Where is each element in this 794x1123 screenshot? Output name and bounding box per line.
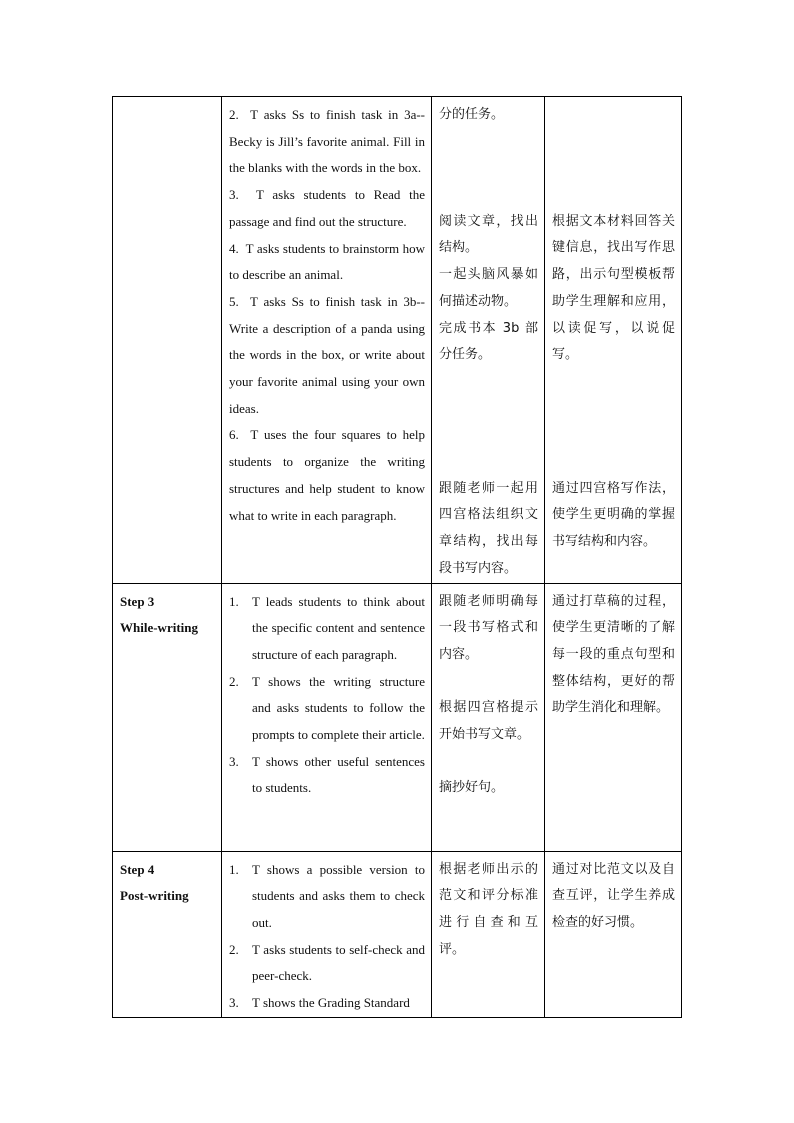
teacher-activity-item: 3. T shows other useful sentences to students. [229, 753, 425, 796]
step-number: Step 4 [120, 861, 155, 877]
table-row [113, 583, 682, 851]
purpose-text: 通过打草稿的过程，使学生更清晰的了解每一段的重点句型和整体结构，更好的帮助学生消化和理解。 [552, 593, 675, 716]
teacher-activity-item: 1. T leads students to think about the specific content and sentence structure of each paragraph. [229, 593, 425, 662]
teacher-activity-item: 6. T uses the four squares to help students to organize the writing structures and help student to know what to write in each paragraph. [229, 427, 425, 523]
teacher-activity-item: 3. T asks students to Read the passage and find out the structure. [229, 187, 425, 229]
student-activities-cell [432, 851, 545, 1017]
teacher-activity-item: 2. T asks students to self-check and peer-check. [229, 941, 425, 984]
teacher-activity-item: 5. T asks Ss to finish task in 3b--Write a description of a panda using the words in the box, or write about your favorite animal using your own ideas. [229, 293, 425, 416]
student-activities-cell [432, 97, 545, 584]
step-cell [113, 97, 222, 584]
teacher-activities-cell [222, 97, 432, 584]
purpose-cell [545, 851, 682, 1017]
student-activity-text: 完成书本 3b 部分任务。 [439, 320, 538, 363]
student-activity-text: 分的任务。 [439, 107, 505, 122]
teacher-activity-item: 1. T shows a possible version to students and asks them to check out. [229, 861, 425, 930]
table-row [113, 851, 682, 1017]
purpose-text: 通过对比范文以及自查互评，让学生养成检查的好习惯。 [552, 861, 675, 930]
purpose-cell [545, 583, 682, 851]
purpose-cell [545, 97, 682, 584]
step-cell [113, 583, 222, 851]
student-activity-text: 阅读文章，找出结构。 [439, 213, 538, 256]
teacher-activity-item: 3. T shows the Grading Standard [229, 995, 410, 1011]
student-activity-text: 根据老师出示的范文和评分标准进行自查和互评。 [439, 861, 538, 957]
purpose-text: 根据文本材料回答关键信息，找出写作思路，出示句型模板帮助学生理解和应用，以读促写，以说促写。 [552, 213, 675, 363]
step-title: Post-writing [120, 888, 189, 904]
step-number: Step 3 [120, 593, 155, 609]
teacher-activity-item: 2. T shows the writing structure and asks students to follow the prompts to complete their article. [229, 673, 425, 743]
student-activity-text: 一起头脑风暴如何描述动物。 [439, 267, 538, 309]
purpose-text: 通过四宫格写作法，使学生更明确的掌握书写结构和内容。 [552, 480, 675, 550]
step-title: While-writing [120, 620, 198, 636]
teacher-activities-cell [222, 583, 432, 851]
teacher-activity-item: 4. T asks students to brainstorm how to describe an animal. [229, 240, 426, 283]
teacher-activities-cell [222, 851, 432, 1017]
table-row [113, 97, 682, 584]
student-activities-cell [432, 583, 545, 851]
student-activity-text: 跟随老师明确每一段书写格式和内容。 [439, 593, 538, 662]
student-activity-text: 根据四宫格提示开始书写文章。 [439, 700, 538, 743]
student-activity-text: 摘抄好句。 [439, 780, 505, 796]
lesson-plan-table [112, 96, 682, 1018]
teacher-activity-item: 2. T asks Ss to finish task in 3a--Becky is Jill’s favorite animal. Fill in the blanks with the words in the box. [229, 107, 426, 176]
student-activity-text: 跟随老师一起用四宫格法组织文章结构，找出每段书写内容。 [439, 480, 538, 576]
step-cell [113, 851, 222, 1017]
